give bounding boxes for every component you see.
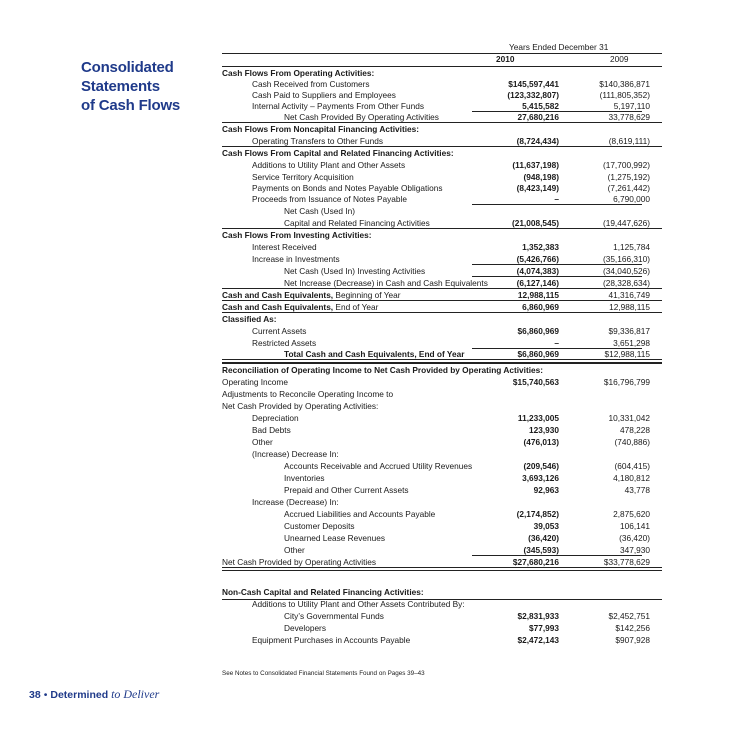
title-line-2: Statements xyxy=(81,78,160,95)
row-label: Developers xyxy=(284,623,326,633)
row-label: Net Increase (Decrease) in Cash and Cash Equivalents xyxy=(284,278,488,288)
value-2010: $77,993 xyxy=(529,623,559,633)
value-2010: – xyxy=(554,194,559,204)
value-2010: $2,831,933 xyxy=(517,611,559,621)
table-row xyxy=(222,388,662,400)
table-row xyxy=(222,400,662,412)
value-2009: $2,452,751 xyxy=(608,611,650,621)
row-label: Non-Cash Capital and Related Financing Activities: xyxy=(222,587,424,597)
table-row xyxy=(222,484,662,496)
row-label: Service Territory Acquisition xyxy=(252,172,354,182)
table-row xyxy=(222,532,662,544)
value-2009: 43,778 xyxy=(624,485,650,495)
value-2010: $15,740,563 xyxy=(512,377,559,387)
value-2010: (4,074,383) xyxy=(516,266,559,276)
table-row xyxy=(222,205,662,217)
value-2010: (6,127,146) xyxy=(516,278,559,288)
value-2010: $145,597,441 xyxy=(508,79,559,89)
row-label: Operating Income xyxy=(222,377,288,387)
value-2010: (36,420) xyxy=(528,533,559,543)
value-2010: (2,174,852) xyxy=(516,509,559,519)
value-2009: (17,700,992) xyxy=(602,160,650,170)
value-2009: $9,336,817 xyxy=(608,326,650,336)
row-label: Accounts Receivable and Accrued Utility Revenues xyxy=(284,461,473,471)
row-label: Inventories xyxy=(284,473,325,483)
value-2009: $16,796,799 xyxy=(603,377,650,387)
table-row xyxy=(222,424,662,436)
value-2010: $6,860,969 xyxy=(517,326,559,336)
value-2010: 11,233,005 xyxy=(517,413,559,423)
value-2009: 5,197,110 xyxy=(613,101,650,111)
value-2010: (209,546) xyxy=(523,461,559,471)
row-label: Additions to Utility Plant and Other Assets xyxy=(252,160,406,170)
value-2010: (21,008,545) xyxy=(511,218,559,228)
value-2009: 106,141 xyxy=(620,521,650,531)
row-label: Payments on Bonds and Notes Payable Obligations xyxy=(252,183,443,193)
table-row xyxy=(222,460,662,472)
section-rule xyxy=(222,599,662,600)
value-2010: $6,860,969 xyxy=(517,349,559,359)
row-label: Net Cash Provided By Operating Activities xyxy=(284,112,439,122)
value-2009: (1,275,192) xyxy=(607,172,650,182)
row-label: City’s Governmental Funds xyxy=(284,611,384,621)
value-2010: 3,693,126 xyxy=(522,473,559,483)
table-row xyxy=(222,520,662,532)
value-2009: 2,875,620 xyxy=(613,509,650,519)
value-2010: (8,423,149) xyxy=(516,183,559,193)
row-label: Net Cash (Used In) xyxy=(284,206,356,216)
row-label: Cash Flows From Capital and Related Financing Activities: xyxy=(222,148,454,158)
year-2010-header: 2010 xyxy=(496,54,515,64)
period-header: Years Ended December 31 xyxy=(509,42,609,52)
row-label: Current Assets xyxy=(252,326,307,336)
table-row xyxy=(222,508,662,520)
value-2009: $142,256 xyxy=(615,623,650,633)
row-label: Cash Flows From Noncapital Financing Activities: xyxy=(222,124,420,134)
value-2010: 12,988,115 xyxy=(517,290,559,300)
table-row xyxy=(222,376,662,388)
row-label-strong: Cash and Cash Equivalents, xyxy=(222,290,334,300)
value-2009: (740,886) xyxy=(614,437,650,447)
total-double-rule xyxy=(222,567,662,571)
row-label: Net Cash Provided by Operating Activities: xyxy=(222,401,379,411)
value-2009: 4,180,812 xyxy=(613,473,650,483)
value-2010: 39,053 xyxy=(533,521,559,531)
footer-to: to xyxy=(111,687,121,701)
value-2010: 6,860,969 xyxy=(522,302,559,312)
table-row xyxy=(222,159,662,171)
value-2009: 347,930 xyxy=(620,545,650,555)
value-2010: 5,415,582 xyxy=(522,101,559,111)
value-2009: $12,988,115 xyxy=(604,349,650,359)
row-label: Restricted Assets xyxy=(252,338,317,348)
row-label: Increase (Decrease) In: xyxy=(252,497,339,507)
header-rule xyxy=(222,53,662,54)
value-2010: (123,332,807) xyxy=(507,90,559,100)
value-2009: 478,228 xyxy=(620,425,650,435)
value-2009: (36,420) xyxy=(619,533,650,543)
value-2010: – xyxy=(554,338,559,348)
value-2010: $2,472,143 xyxy=(517,635,559,645)
value-2009: (7,261,442) xyxy=(607,183,650,193)
footer-deliver: Deliver xyxy=(123,687,160,701)
value-2009: 41,316,749 xyxy=(608,290,650,300)
value-2009: (111,805,352) xyxy=(599,90,650,100)
row-label: Cash Paid to Suppliers and Employees xyxy=(252,90,396,100)
row-label: Adjustments to Reconcile Operating Income to xyxy=(222,389,394,399)
title-line-1: Consolidated xyxy=(81,59,174,76)
table-row xyxy=(222,123,662,135)
year-2009-header: 2009 xyxy=(610,54,629,64)
table-row xyxy=(222,496,662,508)
table-row xyxy=(222,325,662,337)
value-2009: (19,447,626) xyxy=(602,218,650,228)
value-2009: 33,778,629 xyxy=(608,112,650,122)
value-2009: $33,778,629 xyxy=(603,557,650,567)
value-2010: (8,724,434) xyxy=(516,136,559,146)
value-2009: 12,988,115 xyxy=(609,302,650,312)
row-label: Additions to Utility Plant and Other Assets Contributed By: xyxy=(252,599,465,609)
row-label: (Increase) Decrease In: xyxy=(252,449,339,459)
table-row xyxy=(222,313,662,325)
page-number: 38 xyxy=(29,689,41,701)
row-label-rest: Beginning of Year xyxy=(333,290,401,300)
value-2009: 6,790,000 xyxy=(613,194,650,204)
section-rule xyxy=(222,363,662,364)
value-2009: (604,415) xyxy=(614,461,650,471)
table-row xyxy=(222,448,662,460)
value-2010: 27,680,216 xyxy=(517,112,559,122)
footnote: See Notes to Consolidated Financial Statements Found on Pages 39–43 xyxy=(222,670,425,677)
value-2009: $140,386,871 xyxy=(599,79,650,89)
table-row xyxy=(222,229,662,241)
value-2010: (5,426,766) xyxy=(516,254,559,264)
value-2010: (11,637,198) xyxy=(512,160,559,170)
title-line-3: of Cash Flows xyxy=(81,97,181,114)
table-row xyxy=(222,241,662,253)
value-2010: $27,680,216 xyxy=(512,557,559,567)
table-row xyxy=(222,412,662,424)
row-label: Net Cash (Used In) Investing Activities xyxy=(284,266,426,276)
table-row xyxy=(222,472,662,484)
value-2010: (345,593) xyxy=(523,545,559,555)
row-label-rest: End of Year xyxy=(333,302,379,312)
row-label: Accrued Liabilities and Accounts Payable xyxy=(284,509,436,519)
value-2009: (28,328,634) xyxy=(602,278,650,288)
row-label: Capital and Related Financing Activities xyxy=(284,218,430,228)
row-label: Other xyxy=(252,437,273,447)
table-row xyxy=(222,436,662,448)
row-label: Total Cash and Cash Equivalents, End of Year xyxy=(284,349,465,359)
row-label: Depreciation xyxy=(252,413,299,423)
value-2010: (476,013) xyxy=(523,437,559,447)
value-2010: 92,963 xyxy=(533,485,559,495)
row-label: Classified As: xyxy=(222,314,277,324)
row-label: Other xyxy=(284,545,305,555)
row-label: Cash Flows From Operating Activities: xyxy=(222,68,375,78)
value-2009: 10,331,042 xyxy=(608,413,650,423)
table-row xyxy=(222,364,662,376)
row-label: Equipment Purchases in Accounts Payable xyxy=(252,635,411,645)
row-label: Increase in Investments xyxy=(252,254,340,264)
row-label: Customer Deposits xyxy=(284,521,355,531)
table-row xyxy=(222,147,662,159)
table-row xyxy=(222,586,662,598)
row-label: Cash Received from Customers xyxy=(252,79,370,89)
table-row xyxy=(222,634,662,646)
row-label: Net Cash Provided by Operating Activities xyxy=(222,557,377,567)
value-2009: (35,166,310) xyxy=(602,254,650,264)
row-label: Prepaid and Other Current Assets xyxy=(284,485,409,495)
value-2009: 1,125,784 xyxy=(613,242,650,252)
page-title xyxy=(81,58,180,115)
value-2009: (8,619,111) xyxy=(608,136,650,146)
row-label: Proceeds from Issuance of Notes Payable xyxy=(252,194,407,204)
row-label: Bad Debts xyxy=(252,425,291,435)
row-label: Operating Transfers to Other Funds xyxy=(252,136,383,146)
footer-tagline: Determined xyxy=(50,689,109,701)
row-label: Unearned Lease Revenues xyxy=(284,533,386,543)
row-label: Reconciliation of Operating Income to Net Cash Provided by Operating Activities: xyxy=(222,365,544,375)
table-row xyxy=(222,622,662,634)
value-2009: (34,040,526) xyxy=(602,266,650,276)
row-label: Interest Received xyxy=(252,242,317,252)
value-2009: $907,928 xyxy=(615,635,650,645)
row-label: Internal Activity – Payments From Other Funds xyxy=(252,101,424,111)
row-label: Cash Flows From Investing Activities: xyxy=(222,230,372,240)
value-2010: (948,198) xyxy=(523,172,559,182)
page-footer: 38 • Determined to Deliver xyxy=(29,687,160,701)
value-2010: 123,930 xyxy=(529,425,559,435)
row-label-strong: Cash and Cash Equivalents, xyxy=(222,302,334,312)
value-2009: 3,651,298 xyxy=(613,338,650,348)
table-row xyxy=(222,610,662,622)
value-2010: 1,352,383 xyxy=(522,242,559,252)
